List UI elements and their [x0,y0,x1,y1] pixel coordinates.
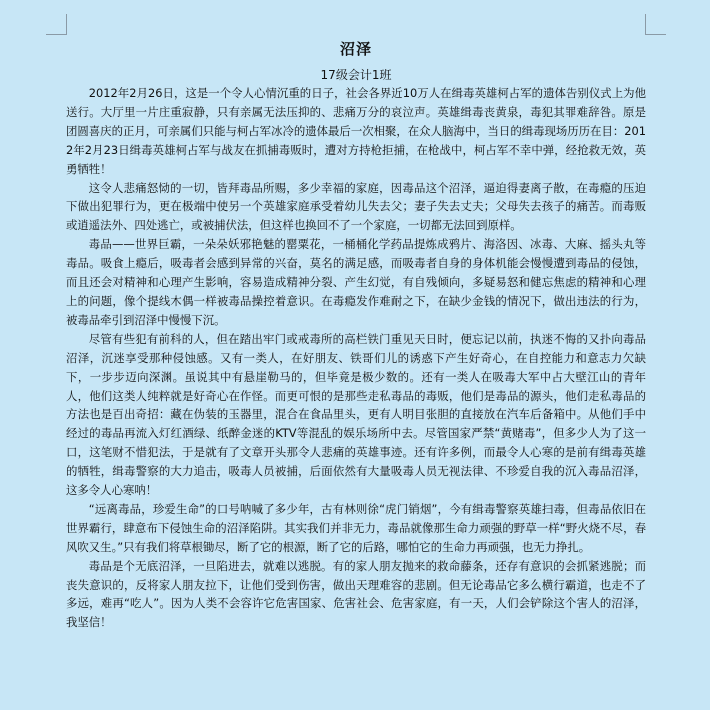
paragraph-4: 尽管有些犯有前科的人，但在踏出牢门或戒毒所的高栏铁门重见天日时，便忘记以前，执迷不悔的又扑向毒品沼泽，沉迷享受那种侵蚀感。又有一类人，在好朋友、铁哥们儿的诱惑下产生好奇心，在自控能力和意志力欠缺下，一步步迈向深渊。虽说其中有悬崖勒马的，但毕竟是极少数的。还有一类人在吸毒大军中占大壁江山的青年人，他们这类人纯粹就是好奇心在作怪。而更可恨的是那些走私毒品的毒贩，他们是毒品的源头，他们走私毒品的方法也是百出奇招：藏在伪装的玉器里，混合在食品里头，更有人明目张胆的直接放在汽车后备箱中。从他们手中经过的毒品再流入灯红酒绿、纸醉金迷的KTV等混乱的娱乐场所中去。尽管国家严禁“黄赌毒”，但多少人为了这一口，这笔财不惜犯法，于是就有了文章开头那令人悲痛的英雄事迹。还有许多例，而最令人心寒的是前有缉毒英雄的牺牲，缉毒警察的大力追击，吸毒人员被捕，后面依然有大量吸毒人员无视法律、不珍爱自我的沉入毒品沼泽，这多令人心寒呐！ [66,331,646,498]
document-subtitle: 17级会计1班 [320,68,392,82]
paragraph-5: “远离毒品，珍爱生命”的口号呐喊了多少年，古有林则徐“虎门销烟”，今有缉毒警察英雄扫毒，但毒品依旧在世界霸行，肆意布下侵蚀生命的沼泽陷阱。其实我们并非无力，毒品就像那生命力顽强的野草一样“野火烧不尽，春风吹又生。”只有我们将草根锄尽，断了它的根源，断了它的后路，哪怕它的生命力再顽强，也无力挣扎。 [66,501,646,554]
paragraph-3: 毒品——世界巨霸，一朵朵妖邪艳魅的罂粟花，一桶桶化学药品提炼成鸦片、海洛因、冰毒、大麻、摇头丸等毒品。吸食上瘾后，吸毒者会感到异常的兴奋，莫名的满足感，而吸毒者自身的身体机能会慢慢遭到毒品的侵蚀，而且还会对精神和心理产生影响，容易造成精神分裂、产生幻觉，有自残倾向，多疑易怒和健忘焦虑的精神和心理上的问题，像个提线木偶一样被毒品操控着意识。在毒瘾发作难耐之下，在缺少金钱的情况下，做出违法的行为，被毒品牵引到沼泽中慢慢下沉。 [66,237,646,327]
document-page [66,38,646,632]
paragraph-2: 这令人悲痛怒恸的一切，皆拜毒品所赐，多少幸福的家庭，因毒品这个沼泽，逼迫得妻离子散，在毒瘾的压迫下做出犯罪行为，更在极端中使另一个英雄家庭承受着幼儿失去父；妻子失去丈夫；父母失去孩子的痛苦。而毒贩或逍遥法外、四处逃亡，或被捕伏法，但这样也换回不了一个家庭，一切都无法回到原样。 [66,180,646,233]
document-title: 沼泽 [339,40,372,58]
paragraph-6: 毒品是个无底沼泽，一旦陷进去，就难以逃脱。有的家人朋友抛来的救命藤条，还存有意识的会抓紧逃脱；而丧失意识的，反将家人朋友拉下，让他们受到伤害，做出天理难容的悲剧。但无论毒品它多么横行霸道，也走不了多远，难再“吃人”。因为人类不会容许它危害国家、危害社会、危害家庭，有一天，人们会铲除这个害人的沼泽，我坚信！ [66,558,646,630]
paragraph-1: 2012年2月26日，这是一个令人心情沉重的日子，社会各界近10万人在缉毒英雄柯占军的遗体告别仪式上为他送行。大厅里一片庄重寂静，只有亲属无法压抑的、悲痛万分的哀泣声。英雄缉毒丧黄泉，毒犯其罪难辞咎。原是团圆喜庆的正月，可亲属们只能与柯占军冰冷的遗体最后一次相聚，在众人脑海中，当日的缉毒现场历历在目：2012年2月23日缉毒英雄柯占军与战友在抓捕毒贩时，遭对方持枪拒捕，在枪战中，柯占军不幸中弹，经抢救无效，英勇牺牲！ [66,86,646,176]
page-corner-mark-top-right [645,14,666,35]
page-corner-mark-top-left [46,14,67,35]
